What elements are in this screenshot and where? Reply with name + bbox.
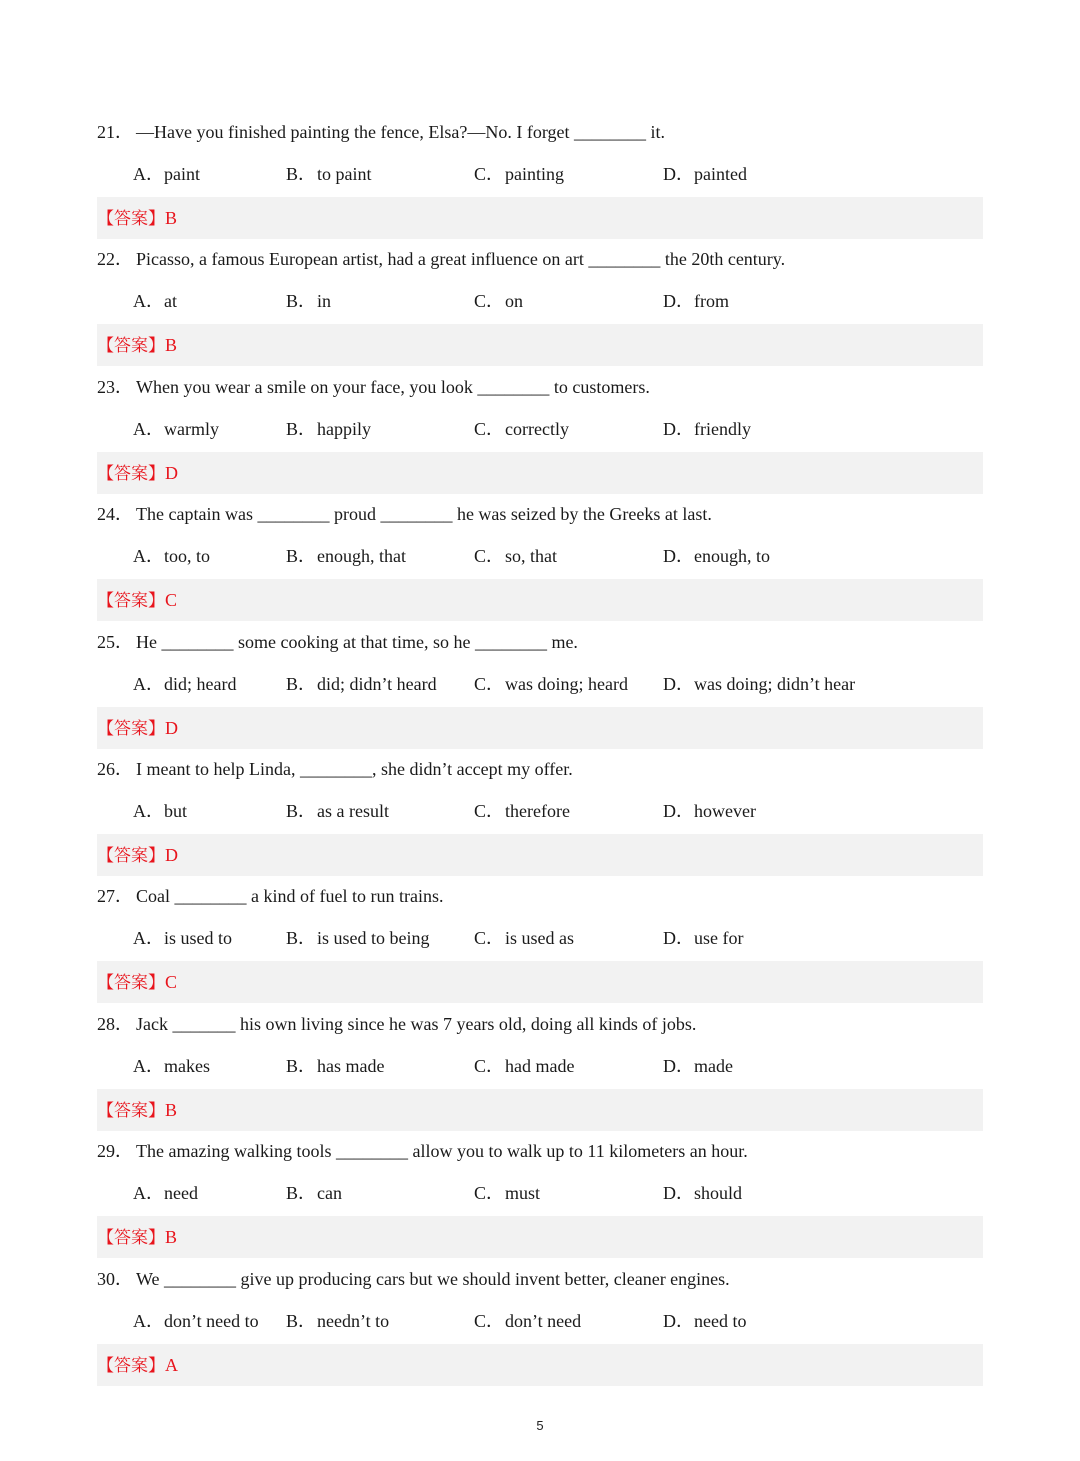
option-a <box>133 791 187 831</box>
option-letter: A． <box>133 928 164 949</box>
option-text: use for <box>694 928 744 949</box>
option-text: has made <box>317 1055 385 1076</box>
question-text: The captain was ________ proud ________ he was seized by the Greeks at last. <box>136 504 712 525</box>
option-text: don’t need <box>505 1310 582 1331</box>
option-d <box>663 409 751 449</box>
option-text: can <box>317 1183 342 1204</box>
option-letter: B． <box>286 291 317 312</box>
option-text: made <box>694 1055 733 1076</box>
answer-value: C <box>165 590 178 611</box>
option-letter: D． <box>663 1183 694 1204</box>
question-block <box>97 239 983 366</box>
option-text: paint <box>164 164 200 184</box>
option-letter: D． <box>663 1310 694 1331</box>
question-text: Picasso, a famous European artist, had a great influence on art ________ the 20th century. <box>136 249 786 270</box>
option-b <box>286 1173 342 1213</box>
answer-value: D <box>165 717 178 738</box>
option-d <box>663 536 770 576</box>
question-block <box>97 112 983 239</box>
option-letter: B． <box>286 801 317 821</box>
option-text: had made <box>505 1055 575 1076</box>
option-text: at <box>164 291 177 312</box>
option-letter: D． <box>663 546 694 567</box>
question-text: We ________ give up producing cars but we should invent better, cleaner engines. <box>136 1268 730 1289</box>
answer-label: 【答案】 <box>97 1100 165 1121</box>
option-letter: B． <box>286 1310 317 1331</box>
option-row <box>97 1046 983 1086</box>
question-stem <box>97 622 578 662</box>
question-block <box>97 367 983 494</box>
question-stem <box>97 367 650 407</box>
question-stem <box>97 1131 748 1171</box>
option-letter: B． <box>286 928 317 949</box>
option-d <box>663 154 747 194</box>
option-text: happily <box>317 418 371 439</box>
option-text: correctly <box>505 418 569 439</box>
option-c <box>474 281 523 321</box>
option-b <box>286 1301 389 1341</box>
option-letter: B． <box>286 1055 317 1076</box>
answer-bar <box>97 452 983 494</box>
option-d <box>663 791 756 831</box>
question-text: I meant to help Linda, ________, she didn’t accept my offer. <box>136 759 573 779</box>
option-letter: A． <box>133 801 164 821</box>
option-row <box>97 154 983 194</box>
option-letter: C． <box>474 801 505 821</box>
question-block <box>97 622 983 749</box>
option-letter: A． <box>133 418 164 439</box>
option-row <box>97 281 983 321</box>
option-c <box>474 1301 581 1341</box>
question-number: 23． <box>97 376 133 397</box>
option-letter: C． <box>474 1183 505 1204</box>
option-text: need <box>164 1183 198 1204</box>
question-stem <box>97 112 665 152</box>
answer-label: 【答案】 <box>97 718 165 739</box>
option-row <box>97 536 983 576</box>
option-c <box>474 409 569 449</box>
answer-bar <box>97 707 983 749</box>
answer-bar <box>97 1089 983 1131</box>
option-letter: C． <box>474 1310 505 1331</box>
option-letter: A． <box>133 1183 164 1204</box>
option-row <box>97 791 983 831</box>
option-text: is used to being <box>317 928 430 949</box>
option-letter: A． <box>133 291 164 312</box>
option-text: must <box>505 1183 541 1204</box>
option-c <box>474 1046 574 1086</box>
option-a <box>133 664 236 704</box>
option-b <box>286 664 437 704</box>
option-letter: D． <box>663 1055 694 1076</box>
option-letter: C． <box>474 164 505 184</box>
option-row <box>97 1173 983 1213</box>
question-number: 30． <box>97 1268 133 1289</box>
option-d <box>663 918 743 958</box>
option-text: in <box>317 291 332 312</box>
option-text: was doing; heard <box>505 673 628 694</box>
option-row <box>97 409 983 449</box>
option-letter: A． <box>133 1055 164 1076</box>
answer-value: A <box>165 1354 178 1375</box>
answer-value: B <box>165 208 178 228</box>
answer-label: 【答案】 <box>97 336 165 357</box>
answer-bar <box>97 1216 983 1258</box>
option-letter: D． <box>663 164 694 184</box>
option-letter: C． <box>474 291 505 312</box>
option-text: friendly <box>694 418 751 439</box>
answer-bar <box>97 197 983 239</box>
question-text: —Have you finished painting the fence, Elsa?—No. I forget ________ it. <box>136 122 666 142</box>
question-block <box>97 1004 983 1131</box>
answer-label: 【答案】 <box>97 973 165 994</box>
option-text: need to <box>694 1310 747 1331</box>
question-text: Jack _______ his own living since he was 7 years old, doing all kinds of jobs. <box>136 1013 697 1034</box>
question-text: He ________ some cooking at that time, so he ________ me. <box>136 631 578 652</box>
question-stem <box>97 1004 696 1044</box>
question-number: 29． <box>97 1141 133 1162</box>
answer-label: 【答案】 <box>97 1355 165 1376</box>
option-a <box>133 281 177 321</box>
option-b <box>286 536 406 576</box>
option-b <box>286 281 331 321</box>
option-d <box>663 664 855 704</box>
answer-label: 【答案】 <box>97 591 165 612</box>
answer-bar <box>97 579 983 621</box>
option-letter: A． <box>133 546 164 567</box>
option-c <box>474 536 557 576</box>
option-text: as a result <box>317 801 389 821</box>
option-text: but <box>164 801 188 821</box>
option-text: warmly <box>164 418 219 439</box>
question-text: Coal ________ a kind of fuel to run trains. <box>136 886 444 907</box>
option-text: from <box>694 291 729 312</box>
option-a <box>133 409 219 449</box>
option-a <box>133 154 200 194</box>
question-stem <box>97 876 443 916</box>
option-letter: C． <box>474 546 505 567</box>
question-block <box>97 494 983 621</box>
option-text: to paint <box>317 164 372 184</box>
option-letter: B． <box>286 546 317 567</box>
question-block <box>97 1131 983 1258</box>
option-letter: B． <box>286 673 317 694</box>
question-stem <box>97 494 712 534</box>
option-text: did; heard <box>164 673 237 694</box>
option-letter: A． <box>133 164 164 184</box>
question-number: 28． <box>97 1013 133 1034</box>
question-text: The amazing walking tools ________ allow you to walk up to 11 kilometers an hour. <box>136 1141 748 1162</box>
question-number: 22． <box>97 249 133 270</box>
option-letter: B． <box>286 164 317 184</box>
question-stem <box>97 239 785 279</box>
question-number: 21． <box>97 122 133 142</box>
option-c <box>474 791 570 831</box>
question-block <box>97 749 983 876</box>
option-letter: C． <box>474 928 505 949</box>
option-letter: D． <box>663 801 694 821</box>
option-d <box>663 281 729 321</box>
option-text: painting <box>505 164 564 184</box>
option-a <box>133 1046 210 1086</box>
option-d <box>663 1173 742 1213</box>
option-text: is used to <box>164 928 233 949</box>
option-b <box>286 154 372 194</box>
option-letter: D． <box>663 673 694 694</box>
answer-value: D <box>165 845 178 865</box>
answer-value: B <box>165 1099 178 1120</box>
answer-bar <box>97 834 983 876</box>
option-text: on <box>505 291 523 312</box>
answer-bar <box>97 324 983 366</box>
answer-label: 【答案】 <box>97 846 165 866</box>
answer-label: 【答案】 <box>97 209 165 229</box>
option-text: did; didn’t heard <box>317 673 437 694</box>
option-b <box>286 1046 384 1086</box>
option-a <box>133 1173 198 1213</box>
answer-value: C <box>165 972 178 993</box>
option-text: should <box>694 1183 743 1204</box>
option-letter: C． <box>474 418 505 439</box>
option-text: enough, that <box>317 546 406 567</box>
option-text: needn’t to <box>317 1310 390 1331</box>
option-c <box>474 664 628 704</box>
option-letter: A． <box>133 1310 164 1331</box>
answer-bar <box>97 1344 983 1386</box>
option-c <box>474 918 574 958</box>
question-stem <box>97 749 573 789</box>
option-d <box>663 1046 733 1086</box>
option-text: painted <box>694 164 747 184</box>
option-c <box>474 154 564 194</box>
option-text: so, that <box>505 546 557 567</box>
option-a <box>133 918 232 958</box>
option-row <box>97 918 983 958</box>
option-text: however <box>694 801 756 821</box>
answer-label: 【答案】 <box>97 1228 165 1249</box>
option-letter: D． <box>663 928 694 949</box>
answer-value: D <box>165 462 178 483</box>
option-b <box>286 409 371 449</box>
option-a <box>133 1301 259 1341</box>
option-b <box>286 918 430 958</box>
option-b <box>286 791 389 831</box>
option-text: was doing; didn’t hear <box>694 673 856 694</box>
page-number: 5 <box>536 1418 544 1433</box>
answer-value: B <box>165 335 178 356</box>
option-text: enough, to <box>694 546 770 567</box>
option-letter: A． <box>133 673 164 694</box>
option-text: makes <box>164 1055 210 1076</box>
question-number: 26． <box>97 759 133 779</box>
question-block <box>97 876 983 1003</box>
option-letter: C． <box>474 1055 505 1076</box>
option-d <box>663 1301 746 1341</box>
option-row <box>97 664 983 704</box>
question-number: 24． <box>97 504 133 525</box>
option-a <box>133 536 210 576</box>
question-number: 27． <box>97 886 133 907</box>
answer-value: B <box>165 1227 178 1248</box>
option-letter: B． <box>286 1183 317 1204</box>
option-text: don’t need to <box>164 1310 259 1331</box>
option-text: is used as <box>505 928 574 949</box>
question-block <box>97 1259 983 1386</box>
question-text: When you wear a smile on your face, you look ________ to customers. <box>136 376 650 397</box>
answer-label: 【答案】 <box>97 463 165 484</box>
option-letter: D． <box>663 291 694 312</box>
option-text: therefore <box>505 801 570 821</box>
option-letter: B． <box>286 418 317 439</box>
answer-bar <box>97 961 983 1003</box>
option-letter: D． <box>663 418 694 439</box>
option-text: too, to <box>164 546 211 567</box>
question-stem <box>97 1259 730 1299</box>
option-c <box>474 1173 540 1213</box>
option-row <box>97 1301 983 1341</box>
question-number: 25． <box>97 631 133 652</box>
option-letter: C． <box>474 673 505 694</box>
